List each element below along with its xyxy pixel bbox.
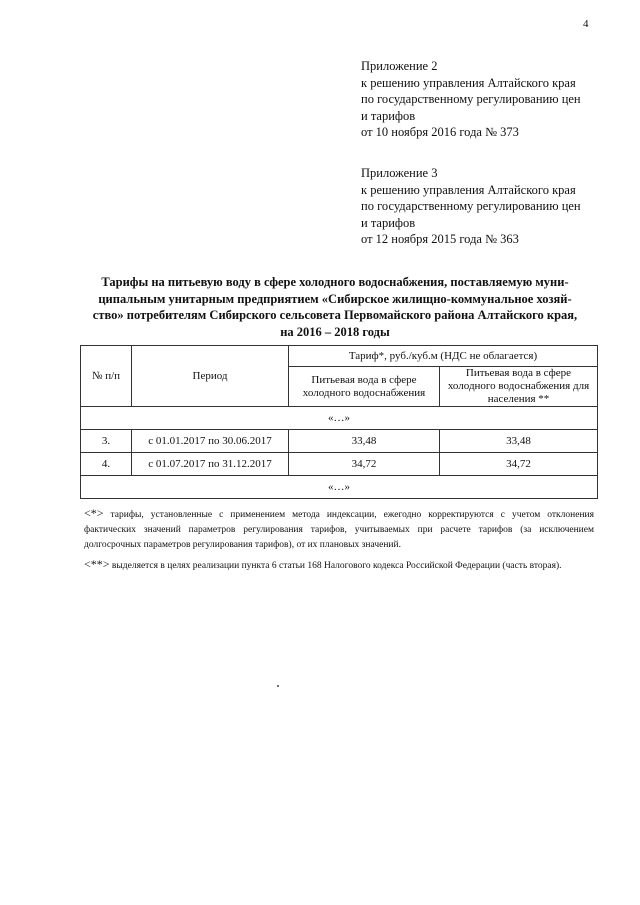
header-number: № п/п — [81, 346, 132, 407]
appendix-3-line: от 12 ноября 2015 года № 363 — [361, 232, 519, 246]
footnote-2-text: выделяется в целях реализации пункта 6 статьи 168 Налогового кодекса Российской Федерации (часть вторая). — [109, 561, 562, 571]
title-line: ство» потребителям Сибирского сельсовета Первомайского района Алтайского края, — [92, 308, 578, 322]
footnote-1 — [84, 506, 594, 553]
footnote-2-mark: <**> — [84, 557, 110, 571]
appendix-2-line: и тарифов — [361, 108, 416, 123]
cell-period: с 01.07.2017 по 31.12.2017 — [132, 453, 289, 476]
footnote-2 — [84, 557, 594, 574]
cell-period: с 01.01.2017 по 30.06.2017 — [132, 430, 289, 453]
page-number: 4 — [583, 18, 589, 30]
appendix-2-line: по государственному регулированию цен — [361, 92, 581, 106]
document-title — [80, 274, 590, 340]
title-line: ципальным унитарным предприятием «Сибирское жилищно-коммунальное хозяй- — [98, 291, 572, 306]
footnotes — [84, 506, 594, 578]
header-tariff: Тариф*, руб./куб.м (НДС не облагается) — [289, 346, 598, 367]
header-drinking-water: Питьевая вода в сфере холодного водоснабжения — [289, 367, 440, 407]
appendix-2-line: от 10 ноября 2016 года № 373 — [361, 125, 519, 139]
table-header-row — [81, 346, 598, 367]
title-line: Тарифы на питьевую воду в сфере холодного водоснабжения, поставляемую муни- — [101, 275, 569, 289]
table-row-ellipsis — [81, 407, 598, 430]
appendix-2-line: Приложение 2 — [361, 59, 438, 73]
cell-number: 3. — [81, 430, 132, 453]
appendix-3-line: и тарифов — [361, 215, 416, 230]
appendix-2-block — [361, 58, 621, 141]
cell-tariff-a: 33,48 — [289, 430, 440, 453]
ellipsis-cell: «…» — [81, 476, 598, 499]
tariff-table — [80, 345, 598, 499]
appendix-3-block — [361, 165, 621, 248]
appendix-3-line: к решению управления Алтайского края — [361, 182, 576, 197]
scan-speck — [277, 685, 279, 687]
appendix-3-line: Приложение 3 — [361, 166, 438, 180]
appendix-2-line: к решению управления Алтайского края — [361, 75, 576, 90]
title-line: на 2016 – 2018 годы — [280, 324, 390, 339]
table-row — [81, 453, 598, 476]
cell-number: 4. — [81, 453, 132, 476]
header-period: Период — [132, 346, 289, 407]
cell-tariff-a: 34,72 — [289, 453, 440, 476]
header-drinking-water-population: Питьевая вода в сфере холодного водоснабжения для населения ** — [440, 367, 598, 407]
table-row — [81, 430, 598, 453]
ellipsis-cell: «…» — [81, 407, 598, 430]
cell-tariff-b: 33,48 — [440, 430, 598, 453]
table-row-ellipsis — [81, 476, 598, 499]
footnote-1-text: тарифы, установленные с применением метода индексации, ежегодно корректируются с учетом отклонения фактических значений параметров регулирования тарифов, учитываемых при расчете тарифов (за исключением долгосрочных параметров регулирования тарифов), от их плановых значений. — [84, 510, 594, 550]
appendix-3-line: по государственному регулированию цен — [361, 199, 581, 213]
cell-tariff-b: 34,72 — [440, 453, 598, 476]
footnote-1-mark: <*> — [84, 506, 104, 520]
